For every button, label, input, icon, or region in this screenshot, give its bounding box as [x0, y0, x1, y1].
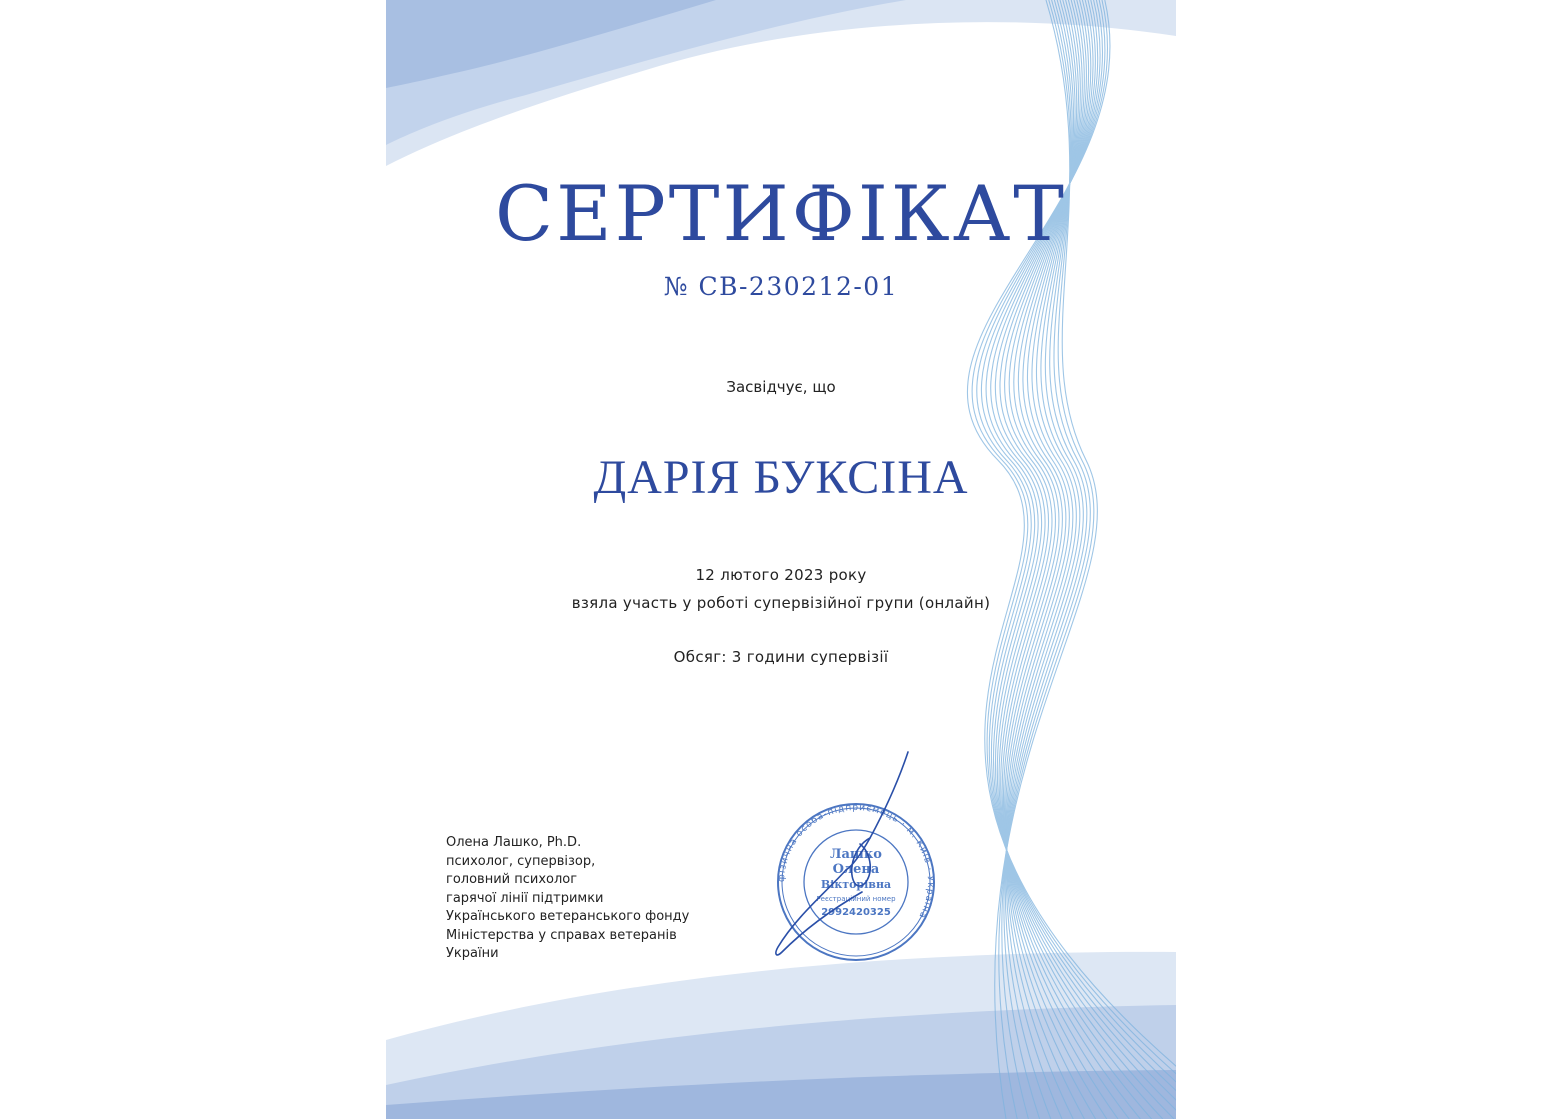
certificate-title: СЕРТИФІКАТ [495, 169, 1067, 258]
certificate-sheet [386, 0, 1176, 1119]
svg-text:фізична особа-підприємець · м.: фізична особа-підприємець · м. Київ · Україна [776, 802, 936, 921]
official-stamp [777, 803, 935, 960]
signer-name: Олена Лашко, Ph.D. [446, 835, 582, 850]
signer-position: головний психолог [446, 872, 578, 887]
flowing-lines [967, 0, 1176, 1119]
recipient-name: ДАРІЯ БУКСІНА [593, 451, 969, 504]
signer-block [446, 834, 689, 964]
certificate-number: № СВ-230212-01 [663, 272, 899, 301]
signer-role: психолог, супервізор, [446, 853, 596, 869]
decorative-line [981, 0, 1176, 1119]
signer-fund: Українського ветеранського фонду [446, 909, 690, 924]
stamp-reg-label: Реєстраційний номер [816, 895, 896, 903]
signer-country: України [446, 946, 499, 961]
stamp-name-2: Олена [832, 862, 880, 877]
signer-hotline: гарячої лінії підтримки [446, 890, 604, 906]
volume-text: Обсяг: 3 години супервізії [673, 648, 889, 666]
stamp-name-3: Вікторівна [820, 878, 892, 891]
stamp-reg-number: 2992420325 [821, 907, 891, 918]
participation-text: взяла участь у роботі супервізійної групи (онлайн) [571, 594, 991, 612]
certifies-text: Засвідчує, що [726, 378, 836, 396]
stamp-and-signature [766, 742, 946, 1002]
event-date: 12 лютого 2023 року [695, 566, 867, 584]
signer-ministry: Міністерства у справах ветеранів [446, 927, 677, 943]
stamp-name-1: Лашко [830, 847, 882, 862]
